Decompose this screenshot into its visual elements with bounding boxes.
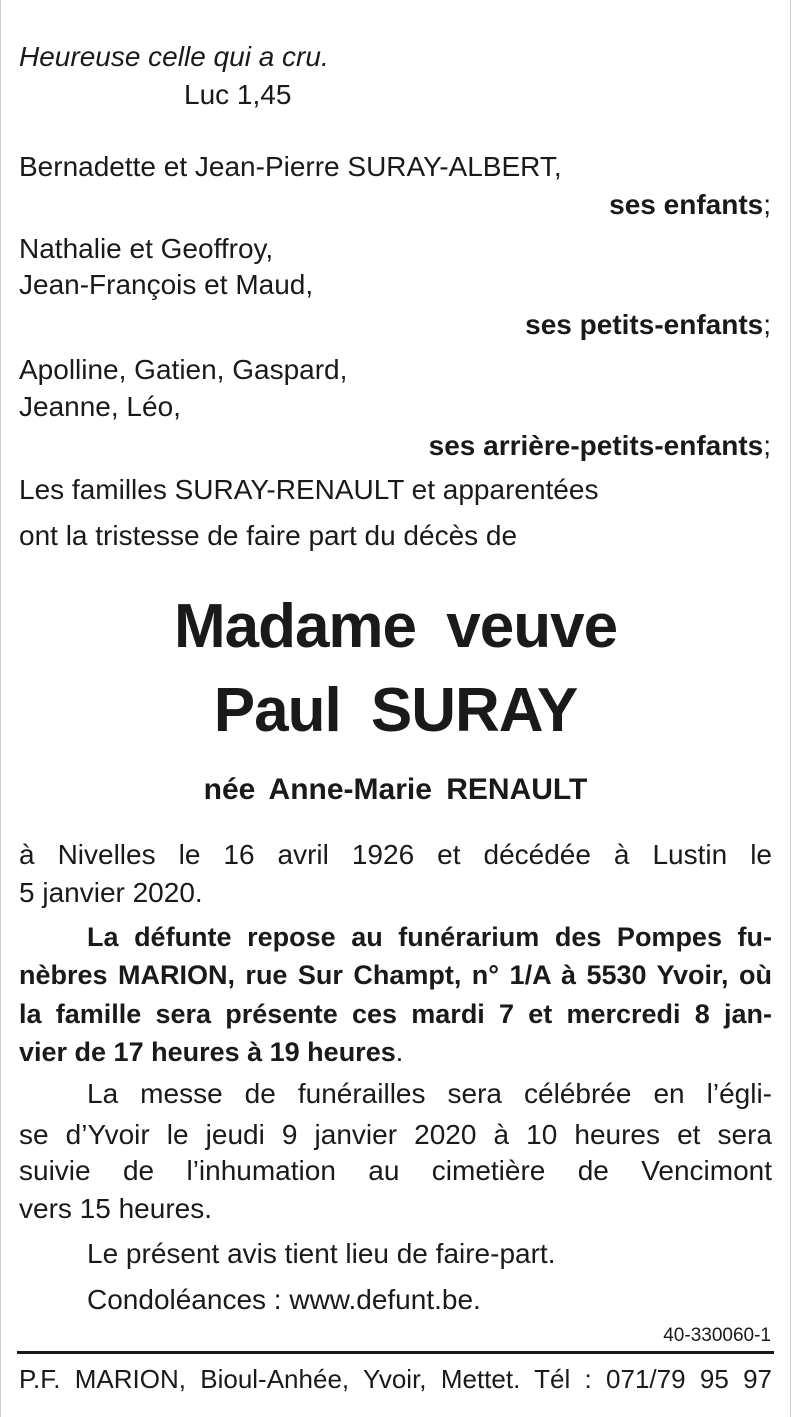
greatgrandchildren-role-text: ses arrière-petits-enfants xyxy=(428,430,764,461)
reference-number: 40-330060-1 xyxy=(663,1325,771,1346)
epigraph-reference: Luc 1,45 xyxy=(184,79,292,110)
mass-line-4: vers 15 heures. xyxy=(19,1193,212,1224)
birth-line-1: à Nivelles le 16 avril 1926 et décédée à Lustin le xyxy=(19,839,772,870)
greatgrandchildren-line-2: Jeanne, Léo, xyxy=(19,391,181,422)
condolences-line: Condoléances : www.defunt.be. xyxy=(87,1284,481,1315)
greatgrandchildren-line-1: Apolline, Gatien, Gaspard, xyxy=(19,354,348,385)
mass-line-2: se d’Yvoir le jeudi 9 janvier 2020 à 10 heures et sera xyxy=(19,1119,772,1150)
deceased-name-line-2: Paul SURAY xyxy=(213,676,578,745)
deceased-name-line-1: Madame veuve xyxy=(173,592,618,661)
grandchildren-line-1: Nathalie et Geoffroy, xyxy=(19,233,274,264)
separator: ; xyxy=(763,189,771,220)
families-line-2: ont la tristesse de faire part du décès de xyxy=(19,520,518,551)
repose-end: . xyxy=(395,1037,404,1067)
children-role-text: ses enfants xyxy=(609,189,764,220)
mass-line-3: suivie de l’inhumation au cimetière de Vencimont xyxy=(19,1155,772,1186)
families-line-1: Les familles SURAY-RENAULT et apparentées xyxy=(19,474,599,505)
grandchildren-role xyxy=(525,308,771,342)
maiden-name: née Anne-Marie RENAULT xyxy=(203,773,588,806)
repose-line-3: la famille sera présente ces mardi 7 et mercredi 8 jan- xyxy=(19,999,772,1029)
separator: ; xyxy=(763,430,771,461)
repose-line-4-text: vier de 17 heures à 19 heures xyxy=(19,1037,396,1067)
repose-line-1: La défunte repose au funérarium des Pompes fu- xyxy=(87,922,772,952)
mass-line-1: La messe de funérailles sera célébrée en l’égli- xyxy=(87,1078,772,1109)
children-role xyxy=(609,188,771,222)
repose-line-2: nèbres MARION, rue Sur Champt, n° 1/A à 5530 Yvoir, où xyxy=(19,960,772,990)
birth-line-2: 5 janvier 2020. xyxy=(19,877,203,908)
grandchildren-role-text: ses petits-enfants xyxy=(525,309,764,340)
epigraph-quote: Heureuse celle qui a cru. xyxy=(19,41,329,72)
separator: ; xyxy=(763,309,771,340)
undertaker-line: P.F. MARION, Bioul-Anhée, Yvoir, Mettet. Tél : 071/79 95 97 xyxy=(19,1364,772,1394)
notice-line: Le présent avis tient lieu de faire-part. xyxy=(87,1238,556,1269)
children-names: Bernadette et Jean-Pierre SURAY-ALBERT, xyxy=(19,151,562,182)
footer-divider xyxy=(17,1351,774,1354)
repose-line-4 xyxy=(19,1035,403,1069)
grandchildren-line-2: Jean-François et Maud, xyxy=(19,269,314,300)
greatgrandchildren-role xyxy=(429,429,771,463)
